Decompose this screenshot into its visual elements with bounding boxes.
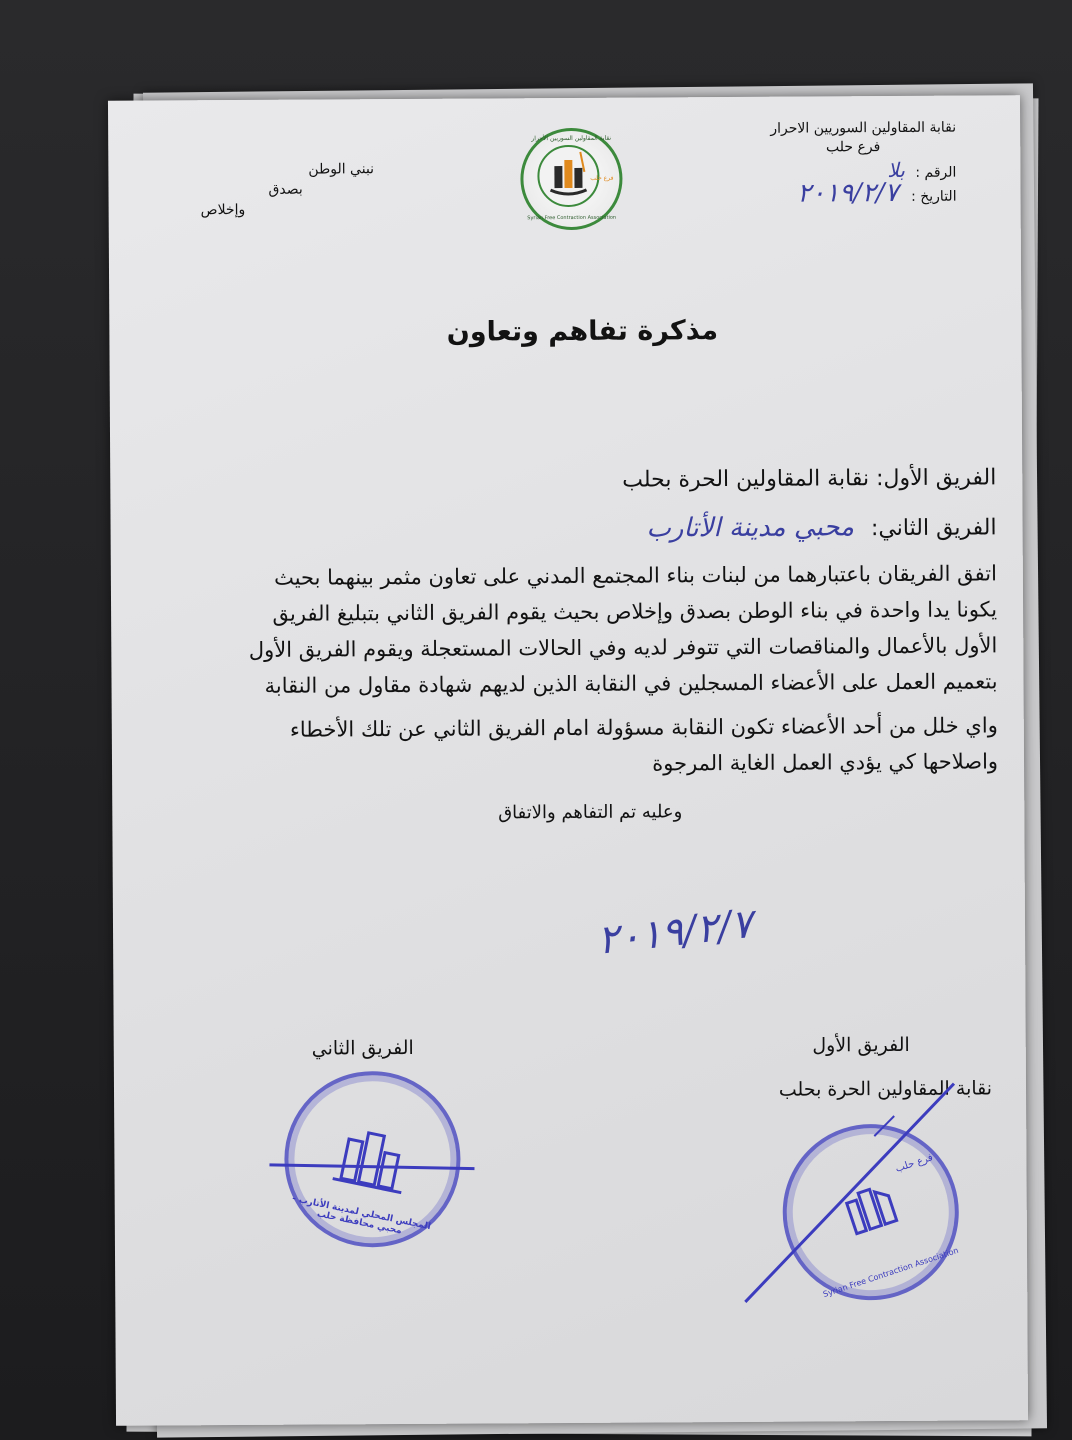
logo-text-top: نقابة المقاولين السوريين الأحرار: [531, 134, 612, 143]
first-party-signature-stroke: [734, 1076, 975, 1317]
second-party-value: محبي مدينة الأتارب: [646, 512, 855, 544]
first-party-sign-name: نقابة المقاولين الحرة بحلب: [778, 1077, 993, 1101]
ref-label: الرقم :: [915, 164, 957, 181]
second-party-signature-stroke: [264, 1149, 484, 1180]
document-page: [108, 95, 1028, 1426]
stamp-right-text: Syrian Free Contraction Association: [821, 1245, 960, 1300]
body-p2-line-2: واصلاحها كي يؤدي العمل الغاية المرجوة: [652, 749, 999, 776]
body-p1-line-2: يكونا يدا واحدة في بناء الوطن بصدق وإخلاص بحيث يقوم الفريق الثاني بتبليغ الفريق: [272, 597, 998, 626]
closing-line: وعليه تم التفاهم والاتفاق: [498, 801, 683, 824]
logo-text-bottom: Syrian Free Contraction Association: [527, 214, 617, 222]
body-p2-line-1: واي خلل من أحد الأعضاء تكون النقابة مسؤولة امام الفريق الثاني عن تلك الأخطاء: [289, 713, 998, 742]
body-p1-line-1: اتفق الفريقان باعتبارهما من لبنات بناء المجتمع المدني على تعاون مثمر بينهما بحيث: [273, 561, 997, 590]
page-title: مذكرة تفاهم وتعاون: [446, 315, 719, 348]
first-party-sign-label: الفريق الأول: [812, 1033, 910, 1057]
slogan-line-2: بصدق: [268, 181, 303, 198]
date-value: ٢٠١٩/٢/٧: [797, 177, 899, 209]
slogan-line-1: نبني الوطن: [308, 161, 375, 178]
second-party-label: الفريق الثاني:: [870, 515, 997, 542]
date-row: [797, 178, 956, 209]
second-party: [646, 511, 996, 543]
first-party: الفريق الأول: نقابة المقاولين الحرة بحلب: [622, 465, 997, 493]
association-logo: [520, 128, 623, 231]
body-p1-line-3: الأول بالأعمال والمناقصات التي تتوفر لديه وفي الحالات المستعجلة ويقوم الفريق الأول: [248, 633, 998, 662]
body-p1-line-4: بتعميم العمل على الأعضاء المسجلين في النقابة الذين لديهم شهادة مقاول من النقابة: [264, 669, 998, 698]
slogan-line-3: وإخلاص: [200, 201, 246, 219]
ref-value: بلا: [887, 157, 905, 183]
handwritten-date: ٢٠١٩/٢/٧: [594, 900, 755, 964]
logo-branch-tag: فرع حلب: [590, 174, 614, 182]
date-label: التاريخ :: [910, 188, 957, 205]
second-party-sign-label: الفريق الثاني: [311, 1036, 414, 1060]
branch-name: فرع حلب: [825, 139, 881, 156]
stamp-right-branch: فرع حلب: [894, 1152, 935, 1175]
org-name: نقابة المقاولين السوريين الاحرار: [770, 119, 957, 137]
stamp-left-text: المجلس المحلي لمدينة الأتارب - محبي محافظة حلب: [291, 1193, 432, 1237]
